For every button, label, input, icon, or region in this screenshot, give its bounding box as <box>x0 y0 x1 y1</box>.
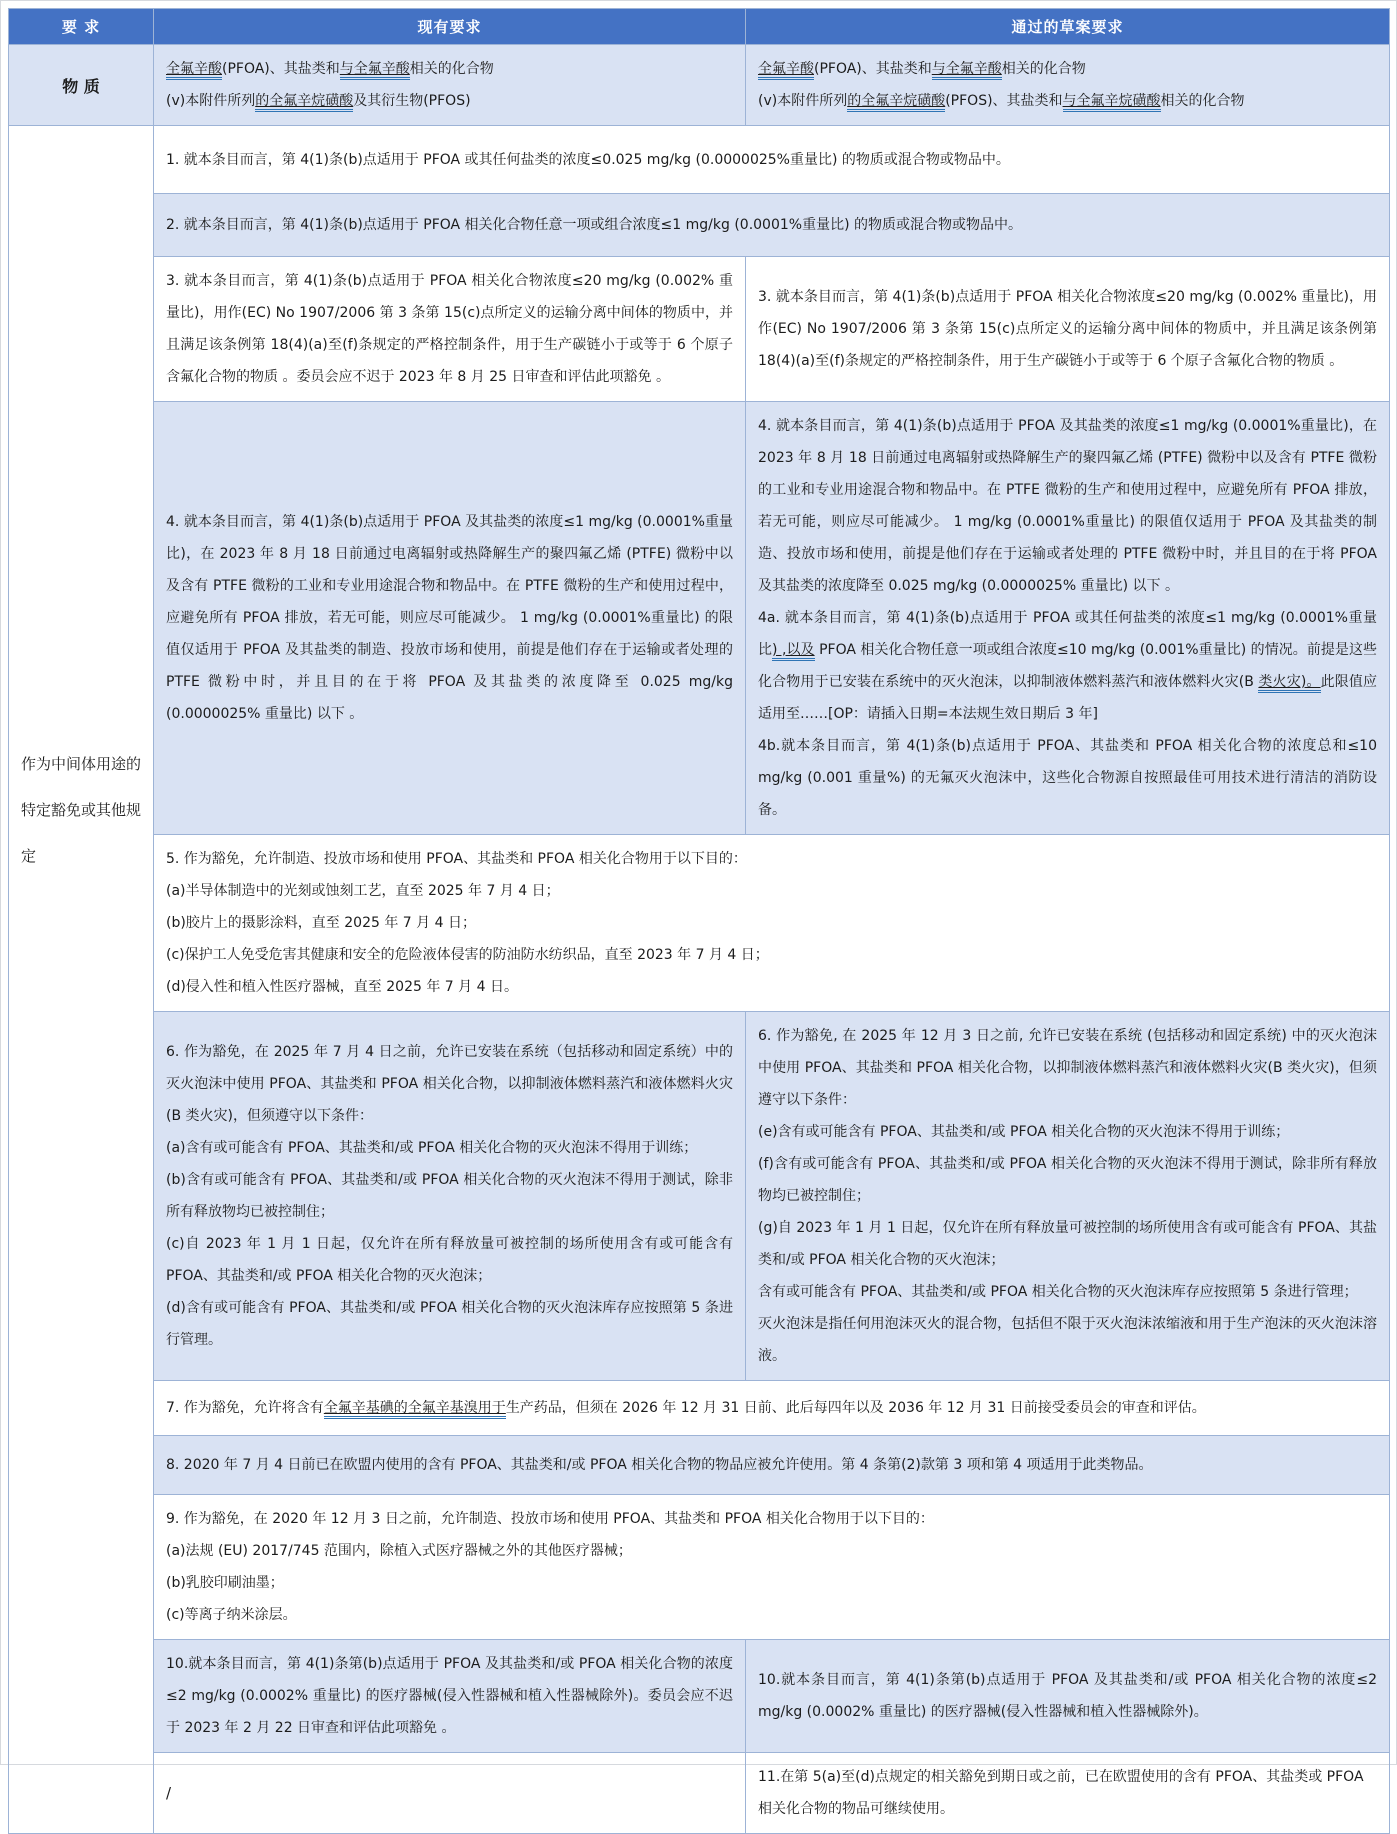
paragraph: / <box>166 1784 172 1802</box>
paragraph: 4. 就本条目而言，第 4(1)条(b)点适用于 PFOA 及其盐类的浓度≤1 mg/kg (0.0001%重量比)，在 2023 年 8 月 18 日前通过电离辐射或热降解生产的聚四氟乙烯 (PTFE) 微粉中以及含有 PTFE 微粉的工业和专业用途混合物和物品中。在 PTFE 微粉的生产和使用过程中，应避免所有 PFOA 排放，若无可能，则应尽可能减少。 1 mg/kg (0.0001%重量比) 的限值仅适用于 PFOA 及其盐类的制造、投放市场和使用，前提是他们存在于运输或者处理的 PTFE 微粉中时，并且目的在于将 PFOA 及其盐类的浓度降至 0.025 mg/kg (0.0000025% 重量比) 以下 。 <box>166 514 733 722</box>
inserted-underlined-text: ) ,以及 <box>772 642 815 661</box>
text-segment: 相关的化合物 <box>409 61 494 77</box>
text-segment: 4a. 就本条目而言，第 4(1)条(b)点适用于 PFOA 或其任何盐类的浓度≤1 mg/kg (0.0001%重量比 <box>758 610 1377 658</box>
text-segment: 及其衍生物(PFOS) <box>353 93 471 109</box>
inserted-underlined-text: 与全氟辛酸 <box>932 61 1002 80</box>
paragraph: 6. 作为豁免，在 2025 年 7 月 4 日之前，允许已安装在系统（包括移动和固定系统）中的灭火泡沫中使用 PFOA、其盐类和 PFOA 相关化合物，以抑制液体燃料蒸汽和液体燃料火灾(B 类火灾)，但须遵守以下条件： <box>166 1044 733 1124</box>
paragraph <box>166 53 733 85</box>
paragraph: (c)自 2023 年 1 月 1 日起，仅允许在所有释放量可被控制的场所使用含有或可能含有 PFOA、其盐类和/或 PFOA 相关化合物的灭火泡沫； <box>166 1236 733 1284</box>
row-item-4 <box>9 402 1390 835</box>
paragraph: (b)含有或可能含有 PFOA、其盐类和/或 PFOA 相关化合物的灭火泡沫不得用于测试，除非所有释放物均已被控制住； <box>166 1172 733 1220</box>
paragraph: 2. 就本条目而言，第 4(1)条(b)点适用于 PFOA 相关化合物任意一项或组合浓度≤1 mg/kg (0.0001%重量比) 的物质或混合物或物品中。 <box>166 217 1022 233</box>
text-segment: 此限值应适用至……[OP：请插入日期=本法规生效日期后 3 年] <box>758 674 1378 722</box>
item-1-cell <box>154 126 1390 194</box>
inserted-underlined-text: 全氟辛基碘的全氟辛基溴用于 <box>324 1400 506 1419</box>
paragraph: 5. 作为豁免，允许制造、投放市场和使用 PFOA、其盐类和 PFOA 相关化合物用于以下目的： <box>166 851 747 867</box>
paragraph: 9. 作为豁免，在 2020 年 12 月 3 日之前，允许制造、投放市场和使用 PFOA、其盐类和 PFOA 相关化合物用于以下目的： <box>166 1511 934 1527</box>
paragraph: (c)保护工人免受危害其健康和安全的危险液体侵害的防油防水纺织品，直至 2023 年 7 月 4 日； <box>166 947 769 963</box>
item-6-draft-cell <box>746 1012 1390 1381</box>
substance-label: 物 质 <box>9 45 154 126</box>
paragraph: 10.就本条目而言，第 4(1)条第(b)点适用于 PFOA 及其盐类和/或 PFOA 相关化合物的浓度≤2 mg/kg (0.0002% 重量比) 的医疗器械(侵入性器械和植入性器械除外)。 <box>758 1672 1377 1720</box>
item-9-cell <box>154 1495 1390 1640</box>
header-cell-requirement: 要 求 <box>9 9 154 45</box>
text-segment: 相关的化合物 <box>1160 93 1245 109</box>
inserted-underlined-text: 全氟辛酸 <box>758 61 814 80</box>
row-item-9 <box>9 1495 1390 1640</box>
item-6-existing-cell <box>154 1012 746 1381</box>
item-7-cell <box>154 1381 1390 1436</box>
paragraph: 3. 就本条目而言，第 4(1)条(b)点适用于 PFOA 相关化合物浓度≤20 mg/kg (0.002% 重量比)，用作(EC) No 1907/2006 第 3 条第 15(c)点所定义的运输分离中间体的物质中，并且满足该条例第 18(4)(a)至(f)条规定的严格控制条件，用于生产碳链小于或等于 6 个原子含氟化合物的物质 。 <box>758 289 1377 369</box>
text-segment: (PFOA)、其盐类和 <box>814 61 932 77</box>
text-segment: (v)本附件所列 <box>166 93 256 109</box>
header-cell-draft: 通过的草案要求 <box>746 9 1390 45</box>
header-cell-existing: 现有要求 <box>154 9 746 45</box>
paragraph: (g)自 2023 年 1 月 1 日起，仅允许在所有释放量可被控制的场所使用含有或可能含有 PFOA、其盐类和/或 PFOA 相关化合物的灭火泡沫； <box>758 1220 1377 1268</box>
paragraph: (d)侵入性和植入性医疗器械，直至 2025 年 7 月 4 日。 <box>166 979 518 995</box>
row-item-7 <box>9 1381 1390 1436</box>
row-item-1 <box>9 126 1390 194</box>
substance-draft-cell <box>746 45 1390 126</box>
paragraph: 3. 就本条目而言，第 4(1)条(b)点适用于 PFOA 相关化合物浓度≤20 mg/kg (0.002% 重量比)，用作(EC) No 1907/2006 第 3 条第 15(c)点所定义的运输分离中间体的物质中，并且满足该条例第 18(4)(a)至(f)条规定的严格控制条件，用于生产碳链小于或等于 6 个原子含氟化合物的物质 。委员会应不迟于 2023 年 8 月 25 日审查和评估此项豁免 。 <box>166 273 733 385</box>
paragraph <box>758 85 1377 117</box>
paragraph: 10.就本条目而言，第 4(1)条第(b)点适用于 PFOA 及其盐类和/或 PFOA 相关化合物的浓度≤2 mg/kg (0.0002% 重量比) 的医疗器械(侵入性器械和植入性器械除外)。委员会应不迟于 2023 年 2 月 22 日审查和评估此项豁免 。 <box>166 1656 733 1736</box>
paragraph: (b)乳胶印刷油墨； <box>166 1575 284 1591</box>
item-10-draft-cell <box>746 1640 1390 1753</box>
paragraph: 11.在第 5(a)至(d)点规定的相关豁免到期日或之前，已在欧盟使用的含有 PFOA、其盐类或 PFOA 相关化合物的物品可继续使用。 <box>758 1769 1364 1817</box>
item-3-draft-cell <box>746 257 1390 402</box>
inserted-underlined-text: 与全氟辛酸 <box>340 61 410 80</box>
header-row <box>9 9 1390 45</box>
item-4-existing-cell <box>154 402 746 835</box>
inserted-underlined-text: 与全氟辛烷磺酸 <box>1063 93 1161 112</box>
row-item-5 <box>9 835 1390 1012</box>
paragraph: (a)含有或可能含有 PFOA、其盐类和/或 PFOA 相关化合物的灭火泡沫不得用于训练； <box>166 1140 698 1156</box>
item-2-cell <box>154 194 1390 257</box>
paragraph: 1. 就本条目而言，第 4(1)条(b)点适用于 PFOA 或其任何盐类的浓度≤0.025 mg/kg (0.0000025%重量比) 的物质或混合物或物品中。 <box>166 151 1010 168</box>
paragraph: (f)含有或可能含有 PFOA、其盐类和/或 PFOA 相关化合物的灭火泡沫不得用于测试，除非所有释放物均已被控制住； <box>758 1156 1377 1204</box>
substance-row <box>9 45 1390 126</box>
text-segment: 7. 作为豁免，允许将含有 <box>166 1400 324 1416</box>
exemptions-row-label: 作为中间体用途的特定豁免或其他规定 <box>9 126 154 1834</box>
paragraph <box>758 602 1377 730</box>
item-5-cell <box>154 835 1390 1012</box>
inserted-underlined-text: 全氟辛酸 <box>166 61 222 80</box>
row-item-2 <box>9 194 1390 257</box>
paragraph: 4b.就本条目而言，第 4(1)条(b)点适用于 PFOA、其盐类和 PFOA 相关化合物的浓度总和≤10 mg/kg (0.001 重量%) 的无氟灭火泡沫中，这些化合物源自按照最佳可用技术进行清洁的消防设备。 <box>758 738 1377 818</box>
paragraph: (a)半导体制造中的光刻或蚀刻工艺，直至 2025 年 7 月 4 日； <box>166 883 560 899</box>
requirements-table <box>8 8 1390 1834</box>
row-item-6 <box>9 1012 1390 1381</box>
paragraph: (e)含有或可能含有 PFOA、其盐类和/或 PFOA 相关化合物的灭火泡沫不得用于训练； <box>758 1124 1290 1140</box>
text-segment: 生产药品，但须在 2026 年 12 月 31 日前、此后每四年以及 2036 年 12 月 31 日前接受委员会的审查和评估。 <box>505 1400 1206 1416</box>
text-segment: (v)本附件所列 <box>758 93 848 109</box>
row-item-3 <box>9 257 1390 402</box>
item-11-draft-cell <box>746 1753 1390 1834</box>
text-segment: (PFOS)、其盐类和 <box>945 93 1063 109</box>
paragraph: (d)含有或可能含有 PFOA、其盐类和/或 PFOA 相关化合物的灭火泡沫库存应按照第 5 条进行管理。 <box>166 1300 733 1348</box>
paragraph: 8. 2020 年 7 月 4 日前已在欧盟内使用的含有 PFOA、其盐类和/或 PFOA 相关化合物的物品应被允许使用。第 4 条第(2)款第 3 项和第 4 项适用于此类物品。 <box>166 1457 1153 1473</box>
paragraph: 4. 就本条目而言，第 4(1)条(b)点适用于 PFOA 及其盐类的浓度≤1 mg/kg (0.0001%重量比)，在 2023 年 8 月 18 日前通过电离辐射或热降解生产的聚四氟乙烯 (PTFE) 微粉中以及含有 PTFE 微粉的工业和专业用途混合物和物品中。在 PTFE 微粉的生产和使用过程中，应避免所有 PFOA 排放，若无可能，则应尽可能减少。 1 mg/kg (0.0001%重量比) 的限值仅适用于 PFOA 及其盐类的制造、投放市场和使用，前提是他们存在于运输或者处理的 PTFE 微粉中时，并且目的在于将 PFOA 及其盐类的浓度降至 0.025 mg/kg (0.0000025% 重量比) 以下 。 <box>758 418 1377 594</box>
paragraph: 灭火泡沫是指任何用泡沫灭火的混合物，包括但不限于灭火泡沫浓缩液和用于生产泡沫的灭火泡沫溶液。 <box>758 1316 1377 1364</box>
text-segment: 相关的化合物 <box>1001 61 1086 77</box>
row-item-10 <box>9 1640 1390 1753</box>
inserted-underlined-text: 类火灾)。 <box>1258 674 1320 693</box>
item-3-existing-cell <box>154 257 746 402</box>
paragraph: 6. 作为豁免, 在 2025 年 12 月 3 日之前, 允许已安装在系统 (包括移动和固定系统) 中的灭火泡沫中使用 PFOA、其盐类和 PFOA 相关化合物，以抑制液体燃料蒸汽和液体燃料火灾(B 类火灾)，但须遵守以下条件： <box>758 1028 1377 1108</box>
item-8-cell <box>154 1436 1390 1495</box>
text-segment: (PFOA)、其盐类和 <box>222 61 340 77</box>
item-4-draft-cell <box>746 402 1390 835</box>
item-11-existing-cell <box>154 1753 746 1834</box>
paragraph: (b)胶片上的摄影涂料，直至 2025 年 7 月 4 日； <box>166 915 476 931</box>
row-item-11 <box>9 1753 1390 1834</box>
inserted-underlined-text: 的全氟辛烷磺酸 <box>847 93 945 112</box>
paragraph: 含有或可能含有 PFOA、其盐类和/或 PFOA 相关化合物的灭火泡沫库存应按照第 5 条进行管理； <box>758 1284 1358 1300</box>
paragraph <box>166 1392 1377 1424</box>
inserted-underlined-text: 的全氟辛烷磺酸 <box>255 93 353 112</box>
paragraph <box>758 53 1377 85</box>
row-item-8 <box>9 1436 1390 1495</box>
text-segment: PFOA 相关化合物任意一项或组合浓度≤10 mg/kg (0.001%重量比) 的情况。前提是这些化合物用于已安装在系统中的灭火泡沫，以抑制液体燃料蒸汽和液体燃料火灾(B <box>758 642 1377 690</box>
paragraph <box>166 85 733 117</box>
paragraph: (c)等离子纳米涂层。 <box>166 1607 297 1623</box>
substance-existing-cell <box>154 45 746 126</box>
item-10-existing-cell <box>154 1640 746 1753</box>
paragraph: (a)法规 (EU) 2017/745 范围内，除植入式医疗器械之外的其他医疗器械； <box>166 1543 632 1559</box>
